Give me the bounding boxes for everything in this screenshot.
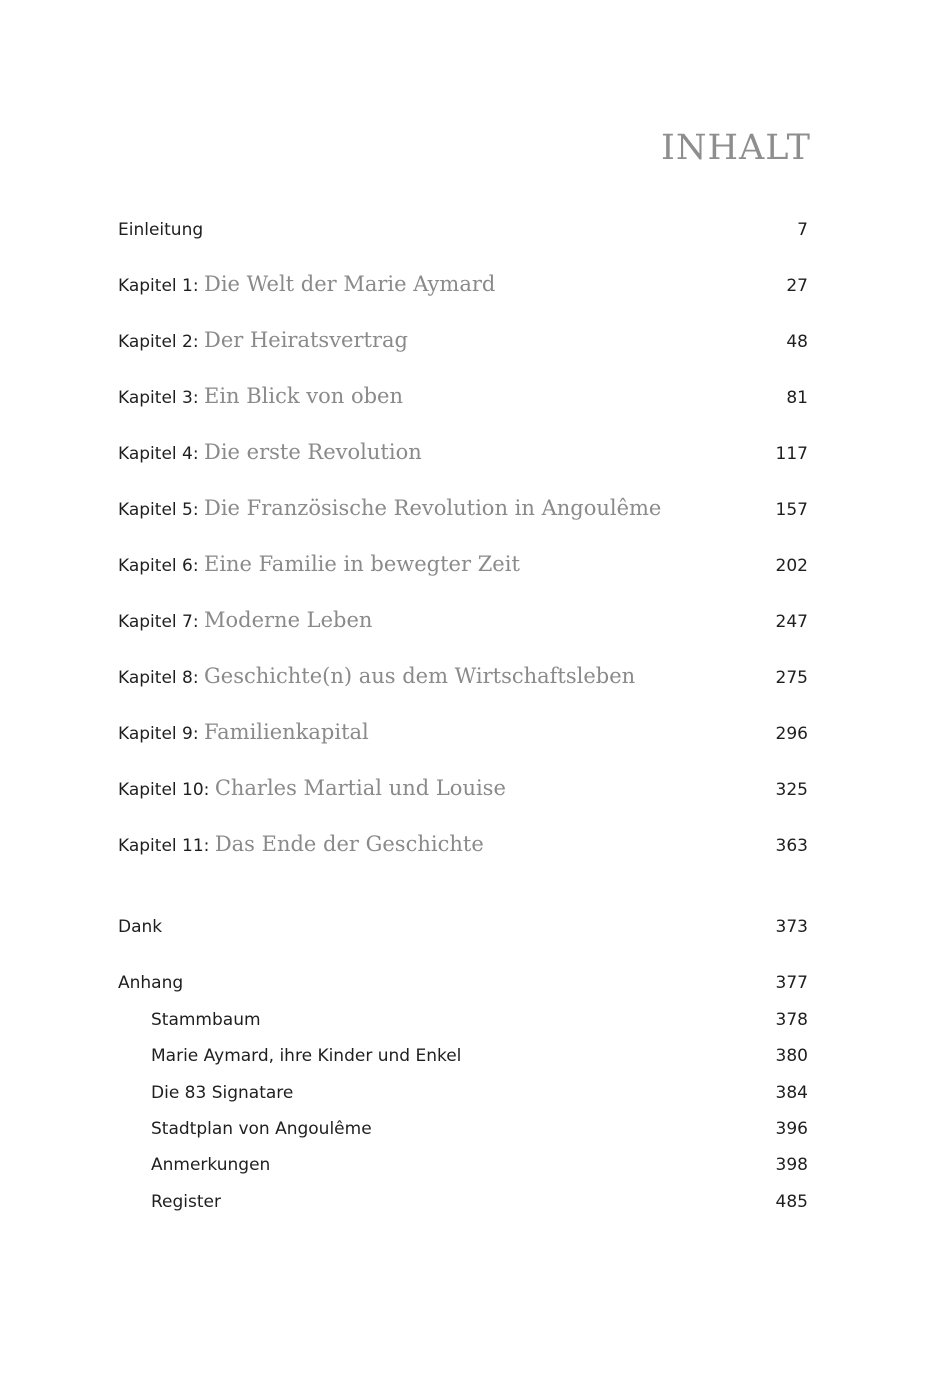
toc-page-number: 247	[775, 612, 808, 632]
toc-page-number: 81	[786, 388, 808, 408]
toc-page-number: 373	[775, 917, 808, 937]
toc-page-number: 398	[775, 1155, 808, 1175]
toc-label: Anmerkungen	[151, 1155, 271, 1175]
toc-page-number: 378	[775, 1010, 808, 1030]
toc-entry-chapter[interactable]	[118, 374, 808, 414]
toc-subentry[interactable]	[118, 1178, 808, 1218]
toc-entry-chapter[interactable]	[118, 262, 808, 302]
chapter-title: Charles Martial und Louise	[214, 776, 506, 800]
page-title: INHALT	[661, 128, 811, 168]
toc-entry-einleitung[interactable]	[118, 206, 808, 246]
toc-label: Stadtplan von Angoulême	[151, 1119, 372, 1139]
toc-page-number: 48	[786, 332, 808, 352]
toc-entry-chapter[interactable]	[118, 542, 808, 582]
toc-page-number: 117	[775, 444, 808, 464]
toc-subentry[interactable]	[118, 1032, 808, 1072]
chapter-title: Familienkapital	[203, 720, 369, 744]
chapter-title: Die Welt der Marie Aymard	[203, 272, 496, 296]
chapter-title: Die Französische Revolution in Angoulême	[203, 496, 662, 520]
chapter-prefix: Kapitel 5:	[118, 500, 199, 520]
chapter-prefix: Kapitel 2:	[118, 332, 199, 352]
toc-subentry[interactable]	[118, 1141, 808, 1181]
toc-entry-chapter[interactable]	[118, 486, 808, 526]
toc-label: Einleitung	[118, 220, 204, 240]
toc-label: Die 83 Signatare	[151, 1083, 294, 1103]
toc-subentry[interactable]	[118, 996, 808, 1036]
chapter-title: Geschichte(n) aus dem Wirtschaftsleben	[203, 664, 636, 688]
chapter-prefix: Kapitel 3:	[118, 388, 199, 408]
chapter-prefix: Kapitel 6:	[118, 556, 199, 576]
toc-page-number: 275	[775, 668, 808, 688]
toc-page-number: 325	[775, 780, 808, 800]
chapter-title: Die erste Revolution	[203, 440, 422, 464]
toc-entry-chapter[interactable]	[118, 710, 808, 750]
toc-entry-anhang[interactable]	[118, 959, 808, 999]
toc-page-number: 380	[775, 1046, 808, 1066]
chapter-prefix: Kapitel 9:	[118, 724, 199, 744]
toc-label: Dank	[118, 917, 163, 937]
toc-page-number: 384	[775, 1083, 808, 1103]
toc-entry-chapter[interactable]	[118, 766, 808, 806]
toc-page-number: 377	[775, 973, 808, 993]
toc-entry-chapter[interactable]	[118, 598, 808, 638]
chapter-title: Eine Familie in bewegter Zeit	[203, 552, 520, 576]
toc-label: Register	[151, 1192, 221, 1212]
toc-page-number: 7	[797, 220, 808, 240]
chapter-title: Moderne Leben	[203, 608, 373, 632]
toc-subentry[interactable]	[118, 1105, 808, 1145]
toc-entry-dank[interactable]	[118, 903, 808, 943]
toc-entry-chapter[interactable]	[118, 318, 808, 358]
toc-page-number: 485	[775, 1192, 808, 1212]
chapter-prefix: Kapitel 1:	[118, 276, 199, 296]
chapter-prefix: Kapitel 7:	[118, 612, 199, 632]
toc-entry-chapter[interactable]	[118, 654, 808, 694]
toc-page-number: 202	[775, 556, 808, 576]
chapter-prefix: Kapitel 4:	[118, 444, 199, 464]
toc-page-number: 363	[775, 836, 808, 856]
toc-subentry[interactable]	[118, 1069, 808, 1109]
toc-entry-chapter[interactable]	[118, 430, 808, 470]
toc-label: Stammbaum	[151, 1010, 261, 1030]
toc-page-number: 296	[775, 724, 808, 744]
toc-label: Anhang	[118, 973, 184, 993]
toc-entry-chapter[interactable]	[118, 822, 808, 862]
toc-page-number: 157	[775, 500, 808, 520]
toc-page-number: 396	[775, 1119, 808, 1139]
chapter-title: Der Heiratsvertrag	[203, 328, 408, 352]
chapter-title: Das Ende der Geschichte	[214, 832, 484, 856]
chapter-title: Ein Blick von oben	[203, 384, 404, 408]
toc-page-number: 27	[786, 276, 808, 296]
chapter-prefix: Kapitel 8:	[118, 668, 199, 688]
toc-label: Marie Aymard, ihre Kinder und Enkel	[151, 1046, 462, 1066]
chapter-prefix: Kapitel 10:	[118, 780, 210, 800]
chapter-prefix: Kapitel 11:	[118, 836, 210, 856]
